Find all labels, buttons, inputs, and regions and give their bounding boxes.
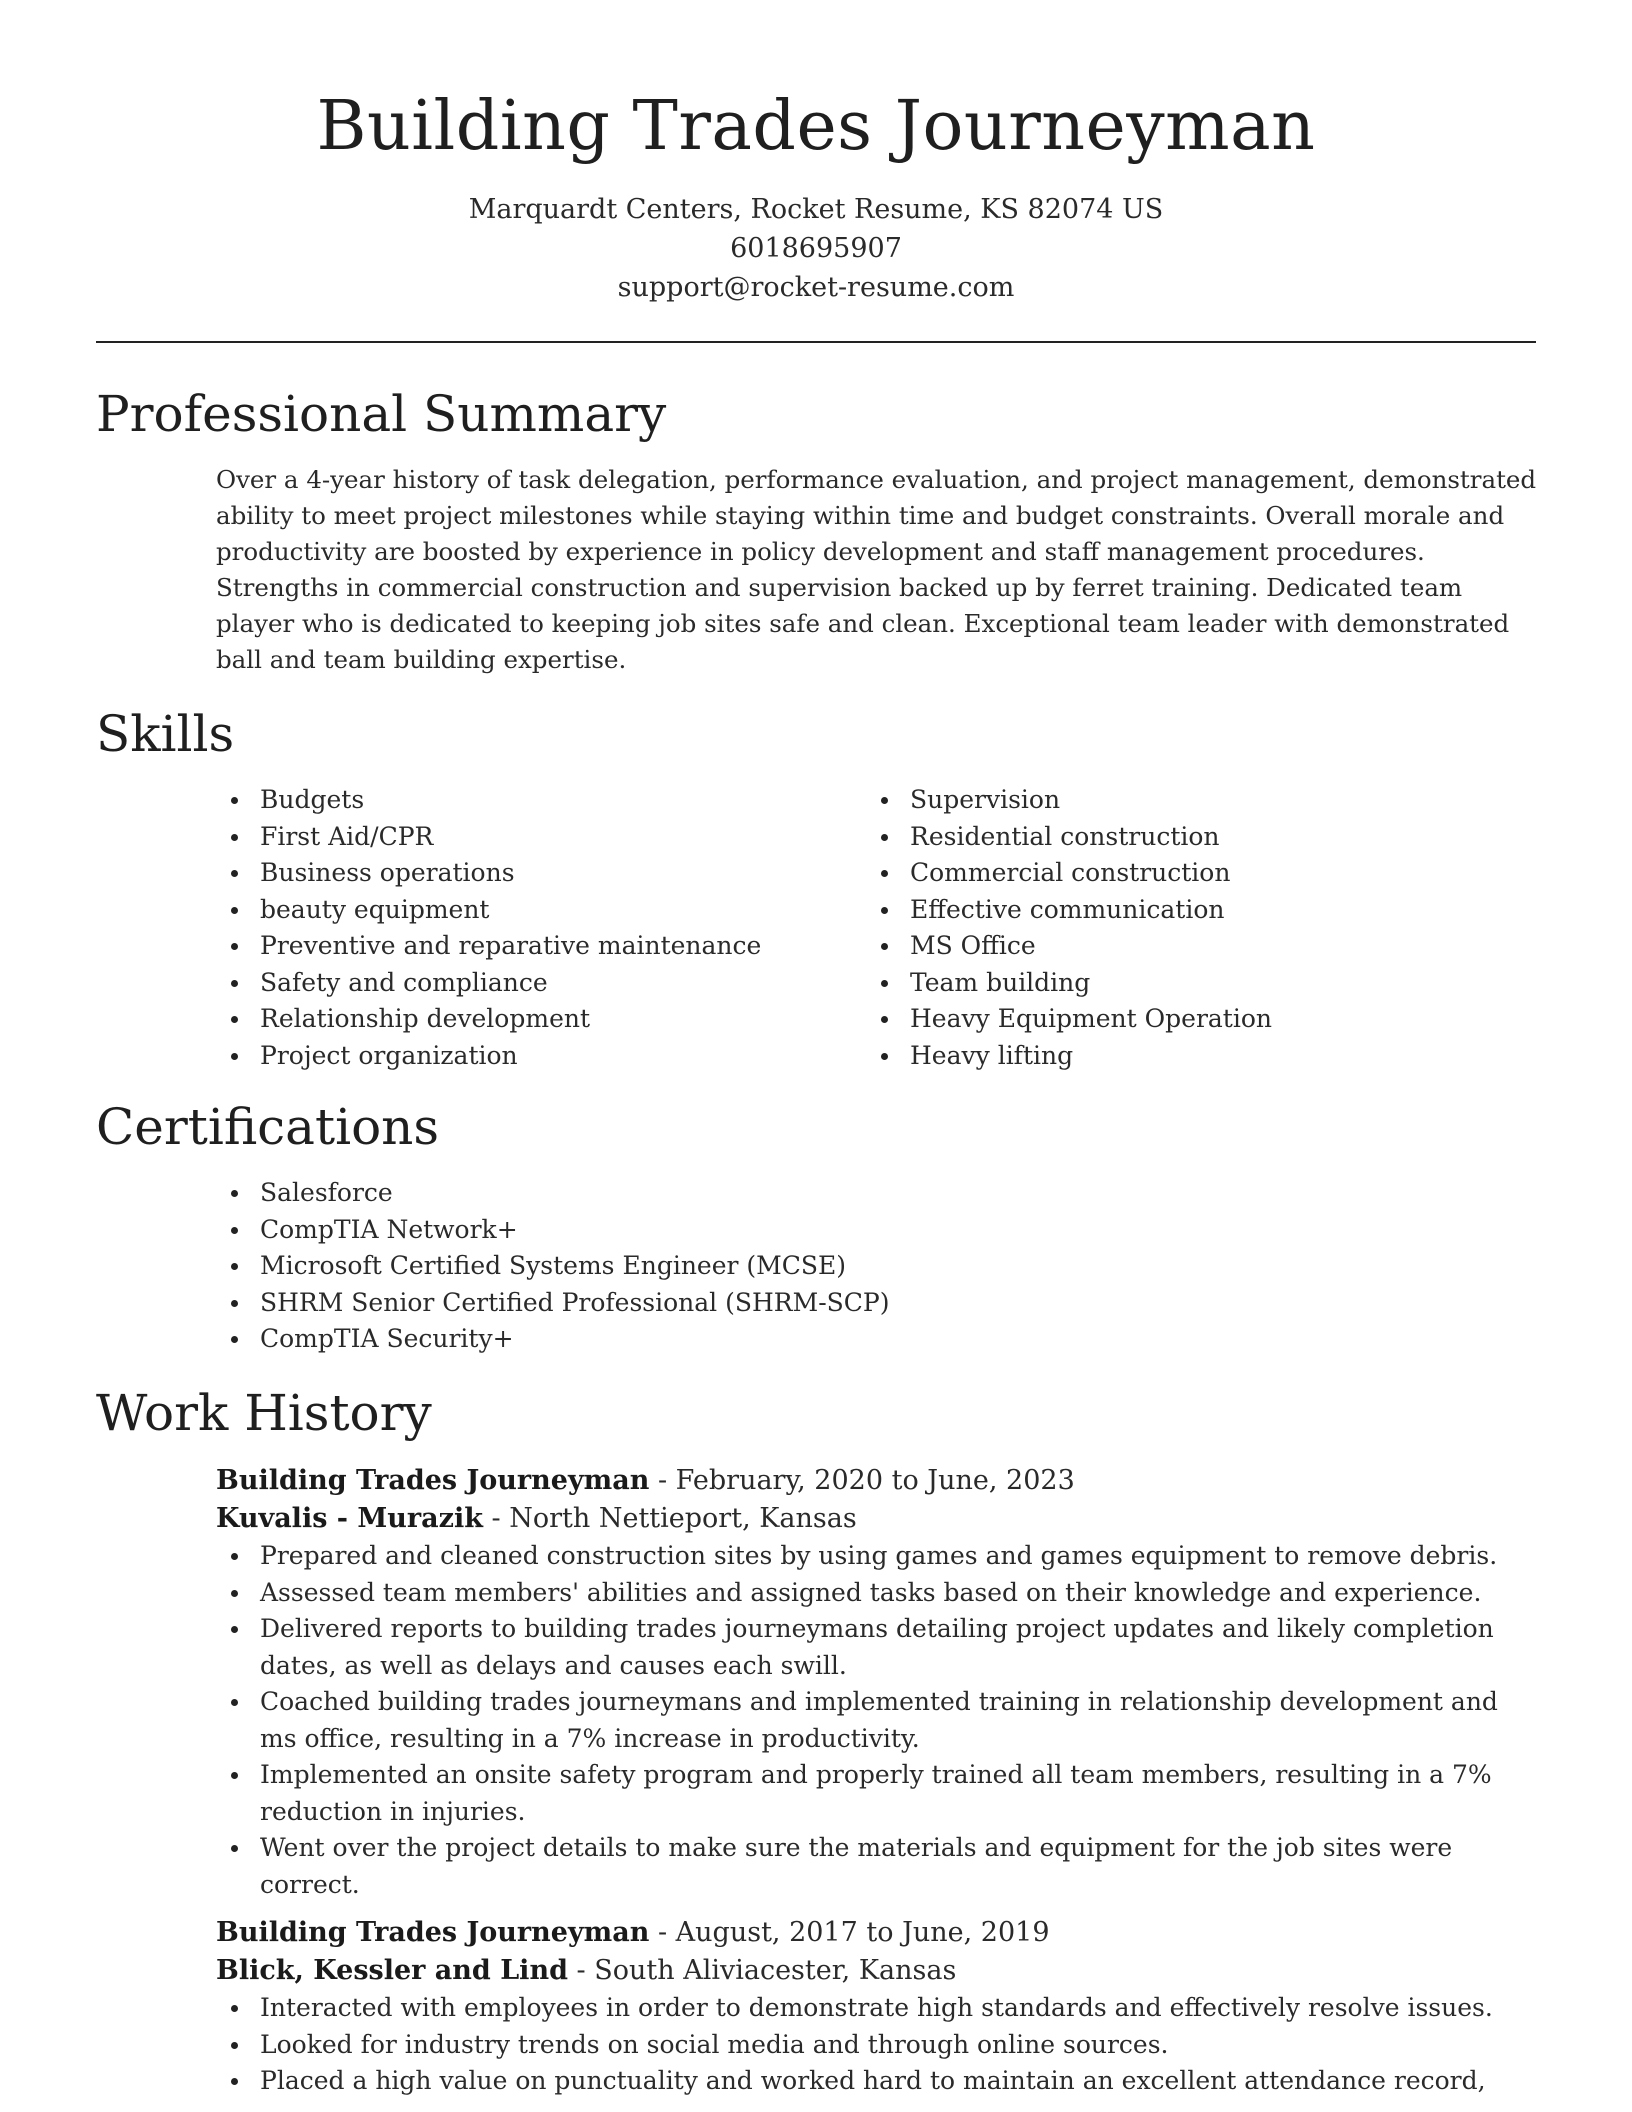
email-text: support@rocket-resume.com [617,272,1015,303]
resume-header [0,0,1632,307]
job-duty-item: Placed a high value on punctuality and worked hard to maintain an excellent attendance record, [216,2063,1541,2100]
job-company: Blick, Kessler and Lind [216,1955,568,1986]
job-role: Building Trades Journeyman [216,1465,650,1496]
skill-item: MS Office [866,928,1486,965]
skills-list-left [216,782,836,1074]
job-company: Kuvalis - Murazik [216,1503,483,1534]
job-title-line [216,1914,1541,1952]
job-duty-item: Delivered reports to building trades journeymans detailing project updates and likely completion dates, as well as delays and causes each swill. [216,1611,1541,1684]
address-text: Marquardt Centers, Rocket Resume, KS 82074 US [468,194,1164,225]
certifications-block [216,1175,1516,1358]
job-company-line [216,1500,1541,1538]
skill-item: Supervision [866,782,1486,819]
job-location: - South Aliviacester, Kansas [567,1955,957,1986]
phone-text: 6018695907 [730,233,902,264]
certification-item: CompTIA Security+ [216,1321,1516,1358]
skill-item: Safety and compliance [216,965,836,1002]
job-duty-item: Looked for industry trends on social media and through online sources. [216,2027,1541,2064]
skill-item: Preventive and reparative maintenance [216,928,836,965]
job-dates: - August, 2017 to June, 2019 [649,1917,1050,1948]
job-duty-item: Interacted with employees in order to demonstrate high standards and effectively resolve issues. [216,1990,1541,2027]
job-duty-item: Prepared and cleaned construction sites by using games and games equipment to remove debris. [216,1538,1541,1575]
skill-item: Project organization [216,1038,836,1075]
skill-item: Team building [866,965,1486,1002]
certification-item: Salesforce [216,1175,1516,1212]
contact-block [0,190,1632,307]
skill-item: Heavy lifting [866,1038,1486,1075]
job-duty-item: Implemented an onsite safety program and properly trained all team members, resulting in a 7% reduction in injuries. [216,1757,1541,1830]
job-title-line [216,1462,1541,1500]
candidate-name: Building Trades Journeyman [316,87,1316,166]
skill-item: Budgets [216,782,836,819]
skills-column-right [866,782,1486,1074]
job-duty-item: Coached building trades journeymans and implemented training in relationship development and ms office, resulting in a 7% increase in productivity. [216,1684,1541,1757]
skill-item: Residential construction [866,819,1486,856]
certifications-list [216,1175,1516,1358]
certification-item: SHRM Senior Certified Professional (SHRM-SCP) [216,1285,1516,1322]
skill-item: Heavy Equipment Operation [866,1001,1486,1038]
summary-text: Over a 4-year history of task delegation, performance evaluation, and project management, demonstrated ability to meet project milestones while staying within time and budget constraints. Overall morale and productivity are boosted by experience in policy development and staff management procedures. Strengths in commercial construction and supervision backed up by ferret training. Dedicated team player who is dedicated to keeping job sites safe and clean. Exceptional team leader with demonstrated ball and team building expertise. [216,465,1537,674]
certification-item: CompTIA Network+ [216,1212,1516,1249]
job-duties-list [216,1990,1541,2100]
skills-list-right [866,782,1486,1074]
skills-heading: Skills [96,705,235,763]
skill-item: beauty equipment [216,892,836,929]
certification-item: Microsoft Certified Systems Engineer (MCSE) [216,1248,1516,1285]
job-entry [216,1462,1541,1903]
job-location: - North Nettieport, Kansas [482,1503,857,1534]
job-role: Building Trades Journeyman [216,1917,650,1948]
job-company-line [216,1952,1541,1990]
skill-item: Relationship development [216,1001,836,1038]
summary-heading: Professional Summary [96,385,667,443]
skill-item: Business operations [216,855,836,892]
job-entry [216,1914,1541,2100]
skills-column-left [216,782,836,1074]
skill-item: Commercial construction [866,855,1486,892]
header-divider [96,341,1536,343]
job-dates: - February, 2020 to June, 2023 [649,1465,1075,1496]
job-duty-item: Assessed team members' abilities and assigned tasks based on their knowledge and experience. [216,1575,1541,1612]
certifications-heading: Certifications [96,1098,440,1156]
skill-item: Effective communication [866,892,1486,929]
job-duties-list [216,1538,1541,1903]
work-history-heading: Work History [96,1384,432,1442]
skill-item: First Aid/CPR [216,819,836,856]
job-duty-item: Went over the project details to make sure the materials and equipment for the job sites were correct. [216,1830,1541,1903]
